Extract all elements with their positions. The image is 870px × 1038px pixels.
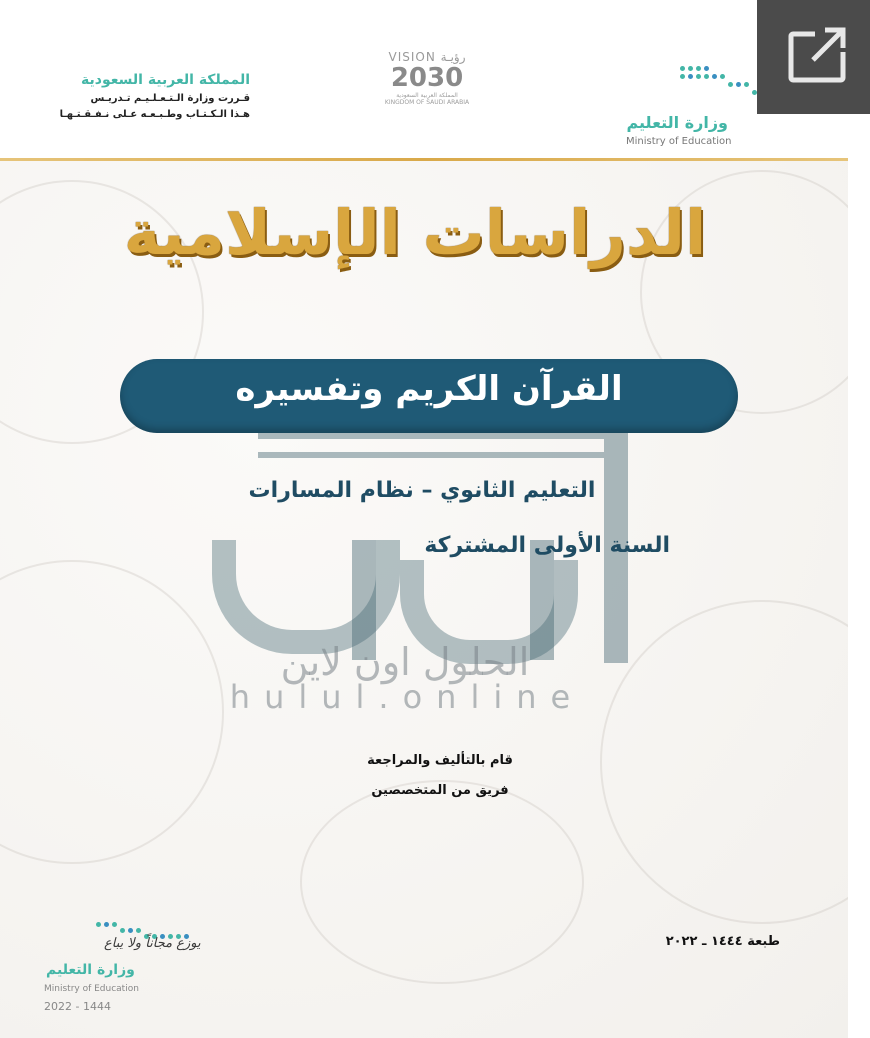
page-edge [848,0,870,1038]
watermark-text-ar: الحلول اون لاين [280,640,530,684]
vision-label: VISION رؤيـة [388,50,466,64]
background-ornament [600,600,870,924]
expand-button[interactable] [757,0,870,114]
footer-year: 2022 - 1444 [44,1000,111,1013]
vision-sub-ar: المملكة العربية السعودية [396,92,458,99]
footer-ministry-logo [40,918,210,1018]
printing-line: هـذا الـكـتـاب وطـبـعـه عـلى نـفـقـتـهـا [59,109,250,120]
ministry-logo [622,58,762,153]
ministry-name-en: Ministry of Education [626,136,732,147]
vision-2030-logo [372,50,482,120]
authors-line-2: فريق من المتخصصين [371,783,509,798]
cover-header [0,0,848,158]
book-title: الدراسات الإسلامية [123,196,707,269]
vision-number: 2030 [390,63,464,93]
background-ornament [300,780,584,984]
subject-title: القرآن الكريم وتفسيره [235,369,623,409]
watermark-bar [258,433,604,439]
subject-banner [120,359,738,433]
authors-block [320,746,560,806]
authors-line-1: قام بالتأليف والمراجعة [367,753,513,768]
footer-ministry-en: Ministry of Education [44,984,139,994]
watermark-text-en: hulul.online [229,678,585,716]
education-track: التعليم الثانوي – نظام المسارات [248,478,596,503]
background-ornament [0,560,224,864]
ministry-name-ar: وزارة التعليم [626,113,728,132]
vision-sub-en: KINGDOM OF SAUDI ARABIA [384,99,470,106]
approval-line: قـررت وزارة الـتـعـلـيـم تـدريـس [90,93,250,104]
kingdom-block [40,72,250,120]
school-year: السنة الأولى المشتركة [424,533,670,558]
watermark-bar [258,452,604,458]
edition-label: طبعة ١٤٤٤ ـ ٢٠٢٢ [665,934,780,949]
footer-ministry-ar: وزارة التعليم [46,962,135,978]
kingdom-title: المملكة العربية السعودية [81,72,250,88]
free-distribution-label: يوزع مجاناً ولا يباع [104,936,201,951]
expand-icon [757,0,870,114]
header-divider [0,158,848,161]
